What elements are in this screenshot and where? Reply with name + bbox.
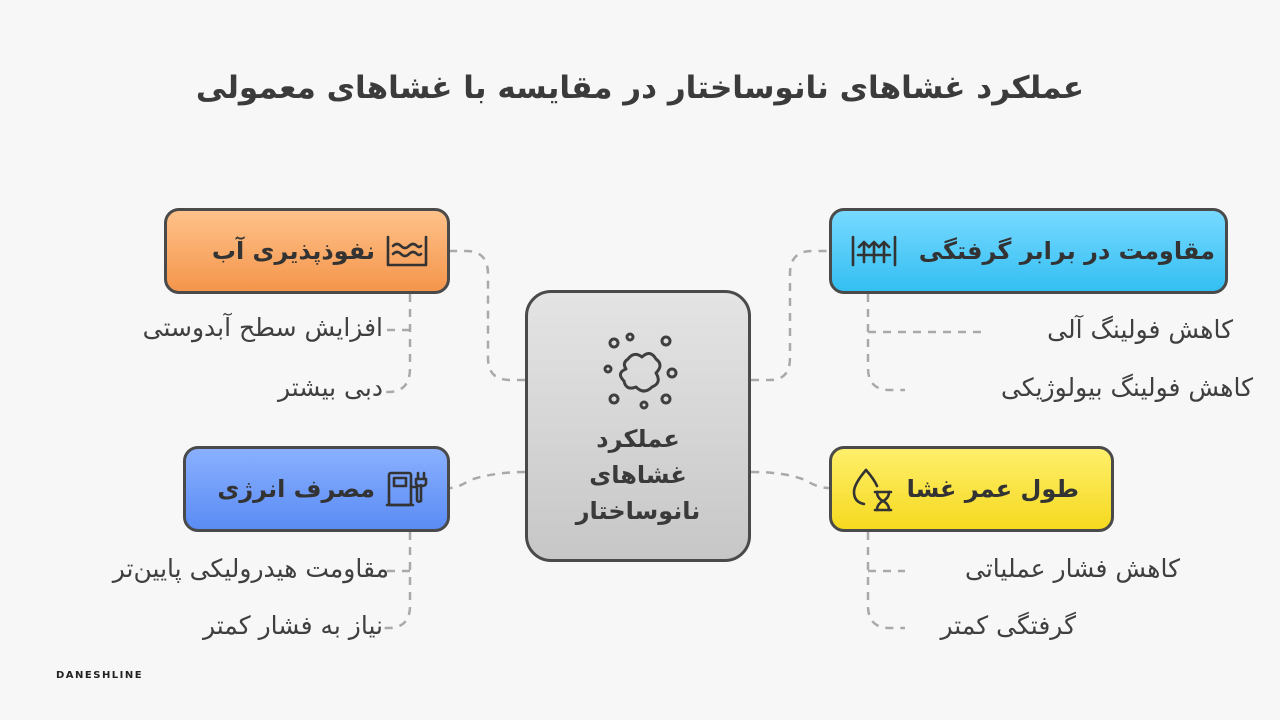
connector-center-fouling (751, 251, 829, 380)
sub-item-lifetime-1: کاهش فشار عملیاتی (964, 554, 1180, 583)
drop-hourglass-icon (848, 466, 898, 512)
center-label-line: غشاهای (589, 461, 687, 489)
sub-item-water-2: دبی بیشتر (277, 373, 383, 402)
sub-item-fouling-1: کاهش فولینگ آلی (1047, 315, 1233, 344)
connector-center-energy (450, 472, 525, 488)
node-fouling-resistance (829, 208, 1228, 294)
node-fouling-resistance-label: مقاومت در برابر گرفتگی (918, 237, 1215, 265)
sub-item-energy-2: نیاز به فشار کمتر (202, 611, 383, 640)
node-water-permeability (164, 208, 450, 294)
sub-item-lifetime-2: گرفتگی کمتر (940, 611, 1076, 640)
water-waves-icon (385, 234, 429, 268)
center-label (528, 421, 748, 529)
diagram-title: عملکرد غشاهای نانوساختار در مقایسه با غشاهای معمولی (195, 70, 1085, 106)
node-energy-consumption (183, 446, 450, 532)
brand-logo: DANESHLINE (56, 670, 144, 681)
sub-item-fouling-2: کاهش فولینگ بیولوژیکی (1000, 373, 1253, 402)
node-energy-consumption-label: مصرف انرژی (217, 475, 375, 503)
sub-item-energy-1: مقاومت هیدرولیکی پایین‌تر (112, 554, 389, 583)
node-membrane-lifetime (829, 446, 1114, 532)
fuel-pump-icon (385, 467, 429, 511)
filter-arrows-icon (850, 234, 898, 268)
node-water-permeability-label: نفوذپذیری آب (211, 237, 375, 265)
connector-water-items (382, 294, 410, 392)
connector-center-lifetime (751, 472, 829, 488)
connector-fouling-items (868, 294, 985, 390)
center-node (525, 290, 751, 562)
center-label-line: نانوساختار (575, 497, 701, 525)
center-label-line: عملکرد (596, 425, 680, 453)
connector-center-water (450, 251, 525, 380)
sub-item-water-1: افزایش سطح آبدوستی (142, 313, 383, 342)
molecule-icon (600, 329, 682, 411)
connector-lifetime-items (868, 532, 905, 628)
node-membrane-lifetime-label: طول عمر غشا (906, 475, 1079, 503)
